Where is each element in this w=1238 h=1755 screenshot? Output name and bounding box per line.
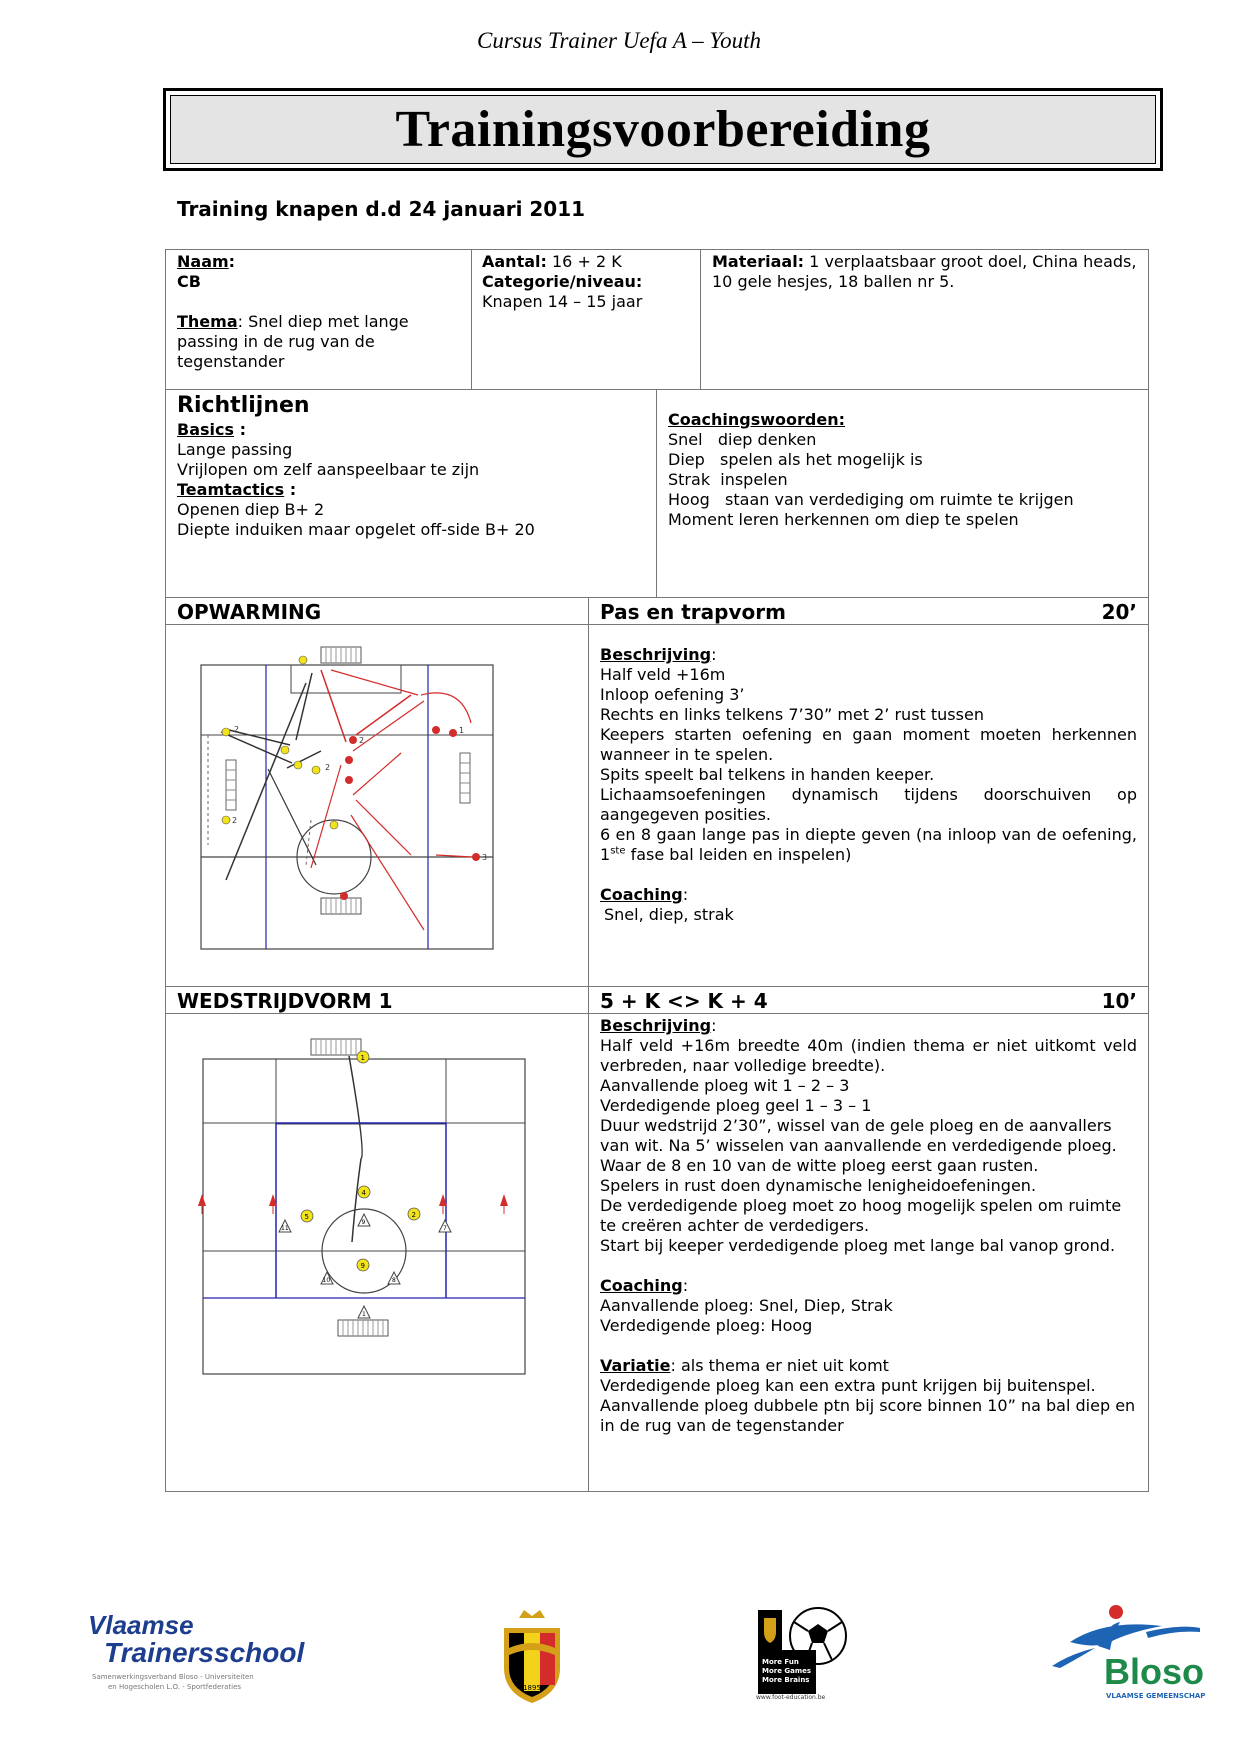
opwarming-form-cell bbox=[588, 597, 1149, 625]
diagram-label: 4 bbox=[361, 1189, 366, 1197]
materiaal-value: 1 verplaatsbaar groot doel, China heads, 10 gele hesjes, 18 ballen nr 5. bbox=[712, 252, 1137, 291]
teamtactics-item: Diepte induiken maar opgelet off-side B+ 20 bbox=[177, 520, 535, 539]
coaching-item: Strak inspelen bbox=[668, 470, 788, 489]
wedstrijd-diagram bbox=[166, 1014, 588, 1491]
cell-richtlijnen: Richtlijnen Basics : Lange passing Vrijlopen om zelf aanspeelbaar te zijn Teamtactics : Openen diep B+ 2 Diepte induiken maar opgelet off-side B+ 20 bbox=[165, 389, 657, 598]
opwarming-duration: 20’ bbox=[1101, 600, 1137, 624]
coaching-line: Verdedigende ploeg: Hoog bbox=[600, 1316, 813, 1335]
foot-line: More Fun bbox=[762, 1658, 799, 1666]
description-line: Half veld +16m bbox=[600, 665, 726, 684]
diagram-label: 1 bbox=[360, 1054, 365, 1062]
diagram-label: 11 bbox=[281, 1225, 289, 1232]
coaching-value: Snel, diep, strak bbox=[604, 905, 734, 924]
vts-small: Samenwerkingsverband Bloso - Universiteiten bbox=[92, 1673, 254, 1681]
description-line: De verdedigende ploeg moet zo hoog mogelijk spelen om ruimte te creëren achter de verdedigers. bbox=[600, 1196, 1122, 1235]
coaching-item: Diep spelen als het mogelijk is bbox=[668, 450, 923, 469]
basics-item: Lange passing bbox=[177, 440, 293, 459]
opwarming-description-cell: Beschrijving: Half veld +16m Inloop oefening 3’ Rechts en links telkens 7’30” met 2’ rust tussen Keepers starten oefening en gaan moment moeten herkennen wanneer in te spelen. Spits speelt bal telkens in handen keeper. Lichaamsoefeningen dynamisch tijdens doorschuiven op aangegeven posities. 6 en 8 gaan lange pas in diepte geven (na inloop van de oefening, 1ste fase bal leiden en inspelen) Coaching: Snel, diep, strak bbox=[588, 624, 1149, 987]
coaching-label: Coaching bbox=[600, 1276, 683, 1295]
description-line: Half veld +16m breedte 40m (indien thema er niet uitkomt veld verbreden, naar volledige breedte). bbox=[600, 1036, 1137, 1075]
foot-education-logo bbox=[756, 1606, 852, 1702]
diagram-label: 3 bbox=[482, 853, 488, 862]
diagram-label: 7 bbox=[443, 1225, 447, 1232]
kbvb-crest-logo bbox=[494, 1608, 570, 1706]
vts-line2: Trainersschool bbox=[104, 1637, 305, 1668]
vts-small: en Hogescholen L.O. - Sportfederaties bbox=[108, 1683, 242, 1691]
opwarming-label-cell bbox=[165, 597, 589, 625]
aantal-value: 16 + 2 K bbox=[552, 252, 622, 271]
training-subtitle: Training knapen d.d 24 januari 2011 bbox=[177, 197, 586, 221]
description-line: Verdedigende ploeg geel 1 – 3 – 1 bbox=[600, 1096, 872, 1115]
variatie-line: Aanvallende ploeg dubbele ptn bij score binnen 10” na bal diep en in de rug van de tegenstander bbox=[600, 1396, 1136, 1435]
opwarming-label: OPWARMING bbox=[177, 600, 322, 624]
superscript: ste bbox=[610, 845, 626, 857]
diagram-label: 2 bbox=[232, 816, 238, 825]
coaching-item: Moment leren herkennen om diep te spelen bbox=[668, 510, 1019, 529]
opwarming-diagram bbox=[166, 625, 588, 986]
variatie-value: als thema er niet uit komt bbox=[680, 1356, 889, 1375]
teamtactics-label: Teamtactics bbox=[177, 480, 285, 499]
coaching-label: Coaching bbox=[600, 885, 683, 904]
page-title: Trainingsvoorbereiding bbox=[395, 101, 931, 158]
categorie-value: Knapen 14 – 15 jaar bbox=[482, 292, 643, 311]
coaching-line: Aanvallende ploeg: Snel, Diep, Strak bbox=[600, 1296, 893, 1315]
diagram-label: 2 bbox=[325, 763, 331, 772]
naam-label: Naam bbox=[177, 252, 229, 271]
vts-line1: Vlaamse bbox=[88, 1610, 194, 1640]
diagram-label: 8 bbox=[392, 1277, 396, 1284]
cell-coachingswoorden bbox=[656, 389, 1149, 598]
foot-url: www.foot-education.be bbox=[756, 1694, 826, 1701]
wedstrijd-form: 5 + K <> K + 4 bbox=[600, 989, 768, 1013]
foot-line: More Games bbox=[762, 1667, 812, 1675]
description-line: Inloop oefening 3’ bbox=[600, 685, 745, 704]
variatie-line: Verdedigende ploeg kan een extra punt krijgen bij buitenspel. bbox=[600, 1376, 1096, 1395]
materiaal-label: Materiaal: bbox=[712, 252, 805, 271]
thema-value: Snel diep met lange passing in de rug van de tegenstander bbox=[177, 312, 409, 371]
kbvb-year: 1895 bbox=[523, 1684, 541, 1692]
opwarming-diagram-cell bbox=[165, 624, 589, 987]
richtlijnen-title: Richtlijnen bbox=[177, 393, 310, 418]
description-line: Start bij keeper verdedigende ploeg met lange bal vanop grond. bbox=[600, 1236, 1116, 1255]
bloso-logo bbox=[1050, 1604, 1210, 1702]
diagram-label: 2 bbox=[234, 725, 240, 734]
diagram-label: 10 bbox=[322, 1277, 331, 1284]
diagram-label: 9 bbox=[360, 1262, 365, 1270]
beschrijving-label: Beschrijving bbox=[600, 1016, 712, 1035]
aantal-label: Aantal: bbox=[482, 252, 547, 271]
course-header: Cursus Trainer Uefa A – Youth bbox=[477, 28, 761, 53]
diagram-label: 2 bbox=[411, 1211, 416, 1219]
coaching-item: Snel diep denken bbox=[668, 430, 817, 449]
thema-label: Thema bbox=[177, 312, 238, 331]
title-box bbox=[163, 88, 1163, 171]
description-line: Spits speelt bal telkens in handen keeper. bbox=[600, 765, 935, 784]
coachingswoorden-label: Coachingswoorden: bbox=[668, 410, 846, 429]
wedstrijd-description-cell: Beschrijving: Half veld +16m breedte 40m (indien thema er niet uitkomt veld verbreden, naar volledige breedte). Aanvallende ploeg wit 1 – 2 – 3 Verdedigende ploeg geel 1 – 3 – 1 Duur wedstrijd 2’30”, wissel van de gele ploeg en de aanvallers van wit. Na 5’ wisselen van aanvallende en verdedigende ploeg. Waar de 8 en 10 van de witte ploeg eerst gaan rusten. Spelers in rust doen dynamische lenigheidoefeningen. De verdedigende ploeg moet zo hoog mogelijk spelen om ruimte te creëren achter de verdedigers. Start bij keeper verdedigende ploeg met lange bal vanop grond. Coaching: Aanvallende ploeg: Snel, Diep, Strak Verdedigende ploeg: Hoog Variatie: als thema er niet uit komt Verdedigende ploeg kan een extra punt krijgen bij buitenspel. Aanvallende ploeg dubbele ptn bij score binnen 10” na bal diep en in de rug van de tegenstander bbox=[588, 1013, 1149, 1492]
diagram-label: 1 bbox=[362, 1311, 366, 1318]
vlaamse-trainersschool-logo bbox=[88, 1612, 318, 1692]
bloso-name: Bloso bbox=[1104, 1651, 1205, 1692]
description-line: Aanvallende ploeg wit 1 – 2 – 3 bbox=[600, 1076, 850, 1095]
diagram-label: 2 bbox=[359, 736, 365, 745]
opwarming-form: Pas en trapvorm bbox=[600, 600, 786, 624]
basics-item: Vrijlopen om zelf aanspeelbaar te zijn bbox=[177, 460, 480, 479]
description-line: Spelers in rust doen dynamische lenigheidoefeningen. bbox=[600, 1176, 1037, 1195]
diagram-label: 5 bbox=[304, 1213, 309, 1221]
cell-naam-thema: Naam: CB Thema: Snel diep met lange passing in de rug van de tegenstander bbox=[165, 249, 472, 390]
diagram-label: 9 bbox=[361, 1219, 366, 1226]
wedstrijd-label: WEDSTRIJDVORM 1 bbox=[177, 989, 393, 1013]
foot-line: More Brains bbox=[762, 1676, 810, 1684]
basics-label: Basics bbox=[177, 420, 235, 439]
bloso-sub: VLAAMSE GEMEENSCHAP bbox=[1106, 1692, 1206, 1700]
naam-value: CB bbox=[177, 272, 201, 291]
wedstrijd-duration: 10’ bbox=[1101, 989, 1137, 1013]
categorie-label: Categorie/niveau: bbox=[482, 272, 643, 291]
description-line: Duur wedstrijd 2’30”, wissel van de gele ploeg en de aanvallers van wit. Na 5’ wisselen van aanvallende en verdedigende ploeg. Waar de 8 en 10 van de witte ploeg eerst gaan rusten. bbox=[600, 1116, 1117, 1175]
description-line: fase bal leiden en inspelen) bbox=[625, 845, 852, 864]
cell-materiaal bbox=[700, 249, 1149, 390]
teamtactics-item: Openen diep B+ 2 bbox=[177, 500, 325, 519]
wedstrijd-form-cell bbox=[588, 986, 1149, 1014]
description-line: 6 en 8 gaan lange pas in diepte geven (na inloop van de oefening, 1 bbox=[600, 825, 1137, 864]
wedstrijd-label-cell bbox=[165, 986, 589, 1014]
cell-aantal bbox=[471, 249, 701, 390]
wedstrijd-diagram-cell bbox=[165, 1013, 589, 1492]
beschrijving-label: Beschrijving bbox=[600, 645, 712, 664]
variatie-label: Variatie bbox=[600, 1356, 671, 1375]
description-line: Rechts en links telkens 7’30” met 2’ rust tussen bbox=[600, 705, 984, 724]
description-line: Keepers starten oefening en gaan moment moeten herkennen wanneer in te spelen. bbox=[600, 725, 1137, 764]
description-line: Lichaamsoefeningen dynamisch tijdens doorschuiven op aangegeven posities. bbox=[600, 785, 1137, 824]
diagram-label: 1 bbox=[459, 726, 465, 735]
coaching-item: Hoog staan van verdediging om ruimte te krijgen bbox=[668, 490, 1074, 509]
